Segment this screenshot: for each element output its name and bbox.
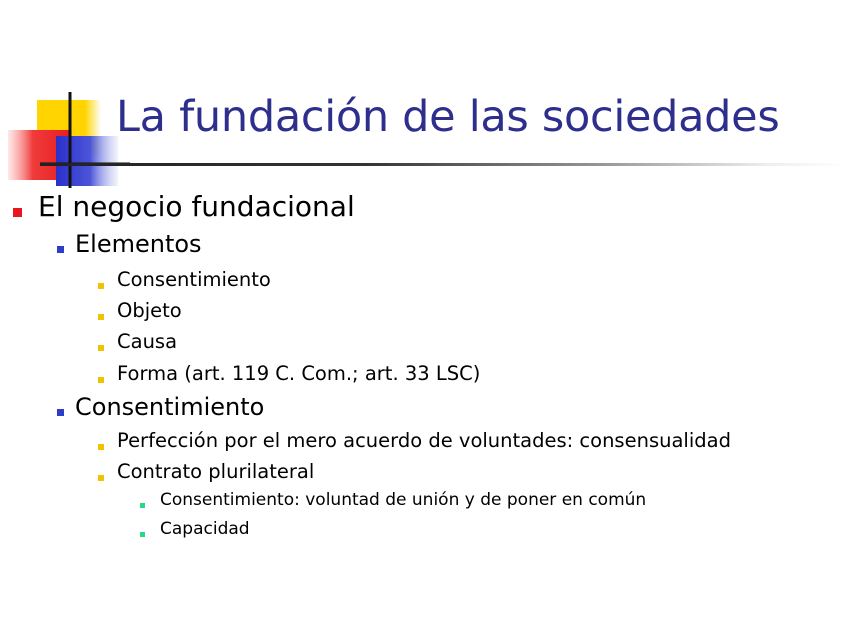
list-item-forma: Forma (art. 119 C. Com.; art. 33 LSC) xyxy=(117,362,481,385)
decorative-logo xyxy=(0,0,130,200)
heading-negocio-fundacional: El negocio fundacional xyxy=(38,190,355,223)
subheading-elementos: Elementos xyxy=(75,230,202,258)
bullet-red-square xyxy=(13,208,22,217)
bullet-blue-square xyxy=(57,409,64,416)
bullet-green-square xyxy=(140,503,145,508)
bullet-yellow-square xyxy=(98,283,104,289)
list-item-capacidad: Capacidad xyxy=(160,519,250,539)
bullet-yellow-square xyxy=(98,345,104,351)
bullet-yellow-square xyxy=(98,475,104,481)
bullet-yellow-square xyxy=(98,377,104,383)
subheading-consentimiento: Consentimiento xyxy=(75,393,265,421)
title-underline xyxy=(40,163,848,166)
list-item-consentimiento: Consentimiento xyxy=(117,268,271,291)
bullet-green-square xyxy=(140,532,145,537)
list-item-perfeccion: Perfección por el mero acuerdo de voluntades: consensualidad xyxy=(117,429,731,452)
logo-blue-square xyxy=(56,136,118,186)
bullet-yellow-square xyxy=(98,314,104,320)
bullet-blue-square xyxy=(57,246,64,253)
bullet-yellow-square xyxy=(98,444,104,450)
slide-title: La fundación de las sociedades xyxy=(116,92,780,142)
list-item-consentimiento-union: Consentimiento: voluntad de unión y de poner en común xyxy=(160,490,647,510)
list-item-objeto: Objeto xyxy=(117,299,182,322)
list-item-causa: Causa xyxy=(117,330,178,353)
list-item-contrato-plurilateral: Contrato plurilateral xyxy=(117,460,315,483)
